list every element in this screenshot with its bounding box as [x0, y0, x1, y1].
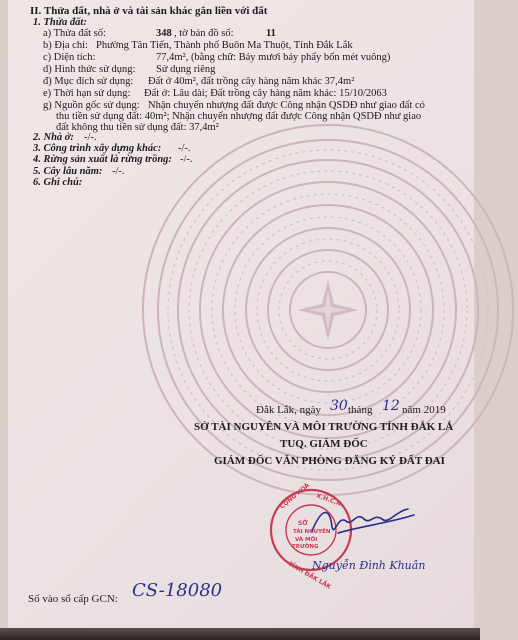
origin-label: g) Nguồn gốc sử dụng: [43, 100, 140, 111]
handwritten-signature [308, 497, 418, 543]
usage-purpose-value: Đất ở 40m², đất trồng cây hàng năm khác 37,4m² [148, 76, 355, 87]
signing-day: 30 [330, 398, 348, 414]
map-sheet-label: , tờ bản đồ số: [174, 28, 234, 39]
signing-month-label: tháng [348, 404, 373, 416]
office-director-role: GIÁM ĐỐC VĂN PHÒNG ĐĂNG KÝ ĐẤT ĐAI [214, 455, 445, 467]
forest-value: -/-. [180, 154, 193, 165]
svg-text:VÀ MÔI: VÀ MÔI [295, 537, 318, 543]
construction-value: -/-. [178, 143, 191, 154]
svg-text:CỘNG HOÀ: CỘNG HOÀ [278, 481, 311, 511]
signing-year: năm 2019 [402, 404, 446, 416]
plot-number-label: a) Thửa đất số: [43, 28, 106, 39]
signing-place: Đắk Lắk, ngày [256, 404, 322, 416]
usage-form-label: d) Hình thức sử dụng: [43, 64, 136, 75]
svg-text:TÀI NGUYÊN: TÀI NGUYÊN [293, 529, 331, 535]
area-label: c) Diện tích: [43, 52, 96, 63]
address-label: b) Địa chỉ: [43, 40, 88, 51]
perennial-label: 5. Cây lâu năm: [33, 166, 103, 177]
registry-value: CS-18080 [132, 580, 223, 601]
area-value: 77,4m², (bằng chữ: Bảy mươi bảy phẩy bốn mét vuông) [156, 52, 391, 63]
origin-value-line1: Nhận chuyển nhượng đất được Công nhận QSDĐ như giao đất có [148, 100, 425, 111]
usage-term-label: e) Thời hạn sử dụng: [43, 88, 131, 99]
svg-text:TRƯỜNG: TRƯỜNG [292, 544, 319, 550]
svg-text:TỈNH ĐẮK LẮK: TỈNH ĐẮK LẮK [287, 560, 333, 591]
svg-text:X.H.C.N.: X.H.C.N. [315, 492, 345, 509]
forest-label: 4. Rừng sản xuất là rừng trồng: [33, 154, 172, 165]
photo-bottom-edge [0, 628, 480, 640]
agency-name: SỞ TÀI NGUYÊN VÀ MÔI TRƯỜNG TỈNH ĐẮK LẮ [194, 421, 454, 433]
origin-value-line2: thu tiền sử dụng đất: 40m²; Nhận chuyển nhượng đất được Công nhận QSDĐ như giao [56, 111, 422, 122]
section-title: II. Thửa đất, nhà ở và tài sản khác gắn liền với đất [30, 5, 268, 17]
notes-label: 6. Ghi chú: [33, 177, 83, 188]
house-label: 2. Nhà ở: [33, 132, 74, 143]
certificate-page [8, 0, 474, 628]
map-sheet-value: 11 [266, 28, 276, 39]
usage-term-value: Đất ở: Lâu dài; Đất trồng cây hàng năm khác: 15/10/2063 [144, 88, 387, 99]
authority-role: TUQ. GIÁM ĐỐC [280, 438, 368, 450]
perennial-value: -/-. [112, 166, 125, 177]
land-heading: 1. Thửa đất: [33, 17, 87, 28]
plot-number-value: 348 [156, 28, 172, 39]
origin-value-line3: đất không thu tiền sử dụng đất: 37,4m² [56, 122, 219, 133]
svg-text:SỞ: SỞ [298, 520, 308, 527]
address-value: Phường Tân Tiến, Thành phố Buôn Ma Thuột, Tỉnh Đắk Lắk [96, 40, 353, 51]
usage-purpose-label: đ) Mục đích sử dụng: [43, 76, 134, 87]
house-value: -/-. [84, 132, 97, 143]
signer-name: Nguyễn Đình Khuân [312, 559, 426, 572]
usage-form-value: Sử dụng riêng [156, 64, 216, 75]
signing-month: 12 [382, 398, 400, 414]
construction-label: 3. Công trình xây dựng khác: [33, 143, 162, 154]
registry-label: Số vào sổ cấp GCN: [28, 593, 118, 605]
